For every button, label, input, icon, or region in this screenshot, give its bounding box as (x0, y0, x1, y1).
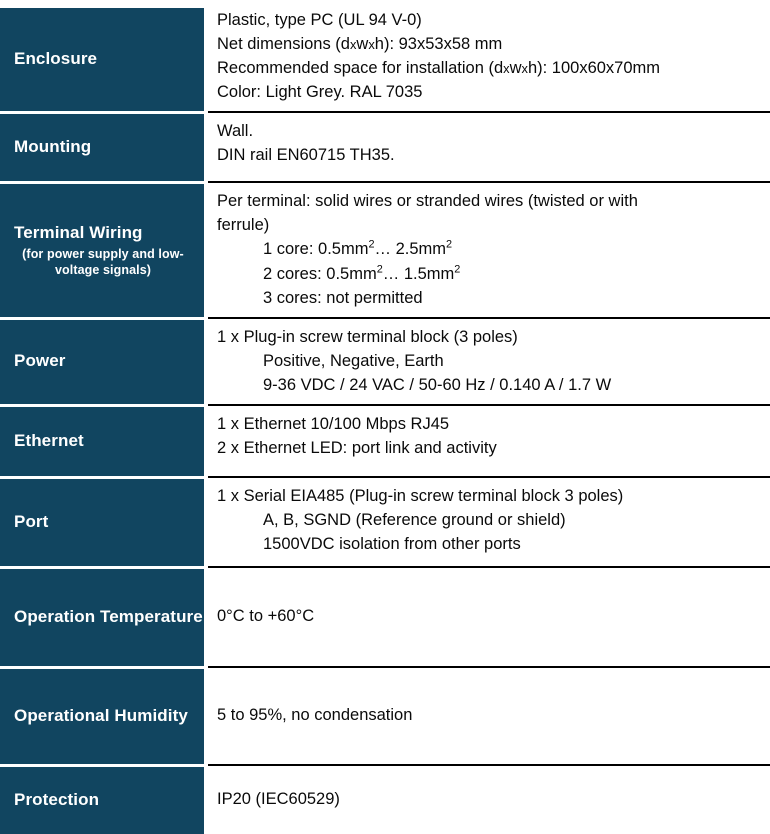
spec-value-line: 1500VDC isolation from other ports (263, 535, 521, 554)
spec-label-text-operation-temperature: Operation Temperature (14, 607, 203, 627)
spec-value-line: 1 x Ethernet 10/100 Mbps RJ45 (217, 414, 450, 433)
spec-label-mounting (0, 111, 208, 181)
spec-value-line: Color: Light Grey. RAL 7035 (217, 83, 423, 102)
spec-value-operational-humidity (208, 666, 770, 764)
spec-row-operation-temperature (0, 566, 770, 666)
spec-value-operation-temperature (208, 566, 770, 666)
spec-value-port (208, 476, 770, 566)
spec-label-enclosure (0, 0, 208, 111)
spec-value-power (208, 317, 770, 404)
spec-row-protection (0, 764, 770, 834)
spec-value-line: 5 to 95%, no condensation (217, 706, 413, 725)
spec-value-line: Net dimensions (dxwxh): 93x53x58 mm (217, 35, 503, 54)
spec-value-line: 1 x Plug-in screw terminal block (3 poles) (217, 327, 518, 346)
spec-row-operational-humidity (0, 666, 770, 764)
spec-value-line: 0°C to +60°C (217, 607, 315, 626)
spec-label-protection (0, 764, 208, 834)
spec-value-line: Wall. (217, 122, 254, 141)
spec-label-text-terminal-wiring: Terminal Wiring (14, 222, 143, 242)
spec-label-text-mounting: Mounting (14, 137, 92, 157)
spec-label-operation-temperature (0, 566, 208, 666)
spec-label-text-power: Power (14, 351, 66, 371)
spec-label-text-ethernet: Ethernet (14, 431, 84, 451)
spec-row-power (0, 317, 770, 404)
spec-value-line: 1 core: $0.5mm^2\dots$ $2.5mm^2$ (263, 238, 453, 259)
spec-label-power (0, 317, 208, 404)
spec-value-line: IP20 (IEC60529) (217, 790, 340, 809)
spec-value-line: Per terminal: solid wires or stranded wires (twisted or with (217, 192, 638, 211)
spec-label-text-enclosure: Enclosure (14, 49, 98, 69)
spec-value-line: ferrule) (217, 216, 270, 235)
spec-value-protection (208, 764, 770, 834)
spec-label-ethernet (0, 404, 208, 476)
spec-label-text-protection: Protection (14, 790, 100, 810)
spec-value-line: Positive, Negative, Earth (263, 351, 444, 370)
spec-label-terminal-wiring (0, 181, 208, 316)
spec-row-terminal-wiring (0, 181, 770, 316)
spec-label-text-port: Port (14, 512, 49, 532)
spec-row-port (0, 476, 770, 566)
spec-value-line: Recommended space for installation (dxwxh): 100x60x70mm (217, 59, 661, 78)
spec-value-mounting (208, 111, 770, 181)
spec-row-enclosure (0, 0, 770, 111)
spec-value-line: 2 cores: $0.5mm^2\dots$ $1.5mm^2$ (263, 263, 461, 283)
spec-value-line: 3 cores: not permitted (263, 288, 423, 307)
spec-sublabel-text-terminal-wiring: (for power supply and low-voltage signals) (22, 246, 184, 277)
spec-value-enclosure (208, 0, 770, 111)
spec-value-line: A, B, SGND (Reference ground or shield) (263, 511, 566, 530)
spec-row-mounting (0, 111, 770, 181)
spec-label-port (0, 476, 208, 566)
spec-row-ethernet (0, 404, 770, 476)
spec-value-terminal-wiring (208, 181, 770, 316)
spec-value-line: 9-36 VDC / 24 VAC / 50-60 Hz / 0.140 A / 1.7 W (263, 375, 612, 394)
spec-value-line: 1 x Serial EIA485 (Plug-in screw terminal block 3 poles) (217, 486, 624, 505)
spec-value-line: DIN rail EN60715 TH35. (217, 146, 395, 165)
spec-label-operational-humidity (0, 666, 208, 764)
spec-value-line: 2 x Ethernet LED: port link and activity (217, 439, 497, 458)
spec-value-ethernet (208, 404, 770, 476)
spec-value-line: Plastic, type PC (UL 94 V-0) (217, 11, 422, 29)
spec-label-text-operational-humidity: Operational Humidity (14, 706, 188, 726)
